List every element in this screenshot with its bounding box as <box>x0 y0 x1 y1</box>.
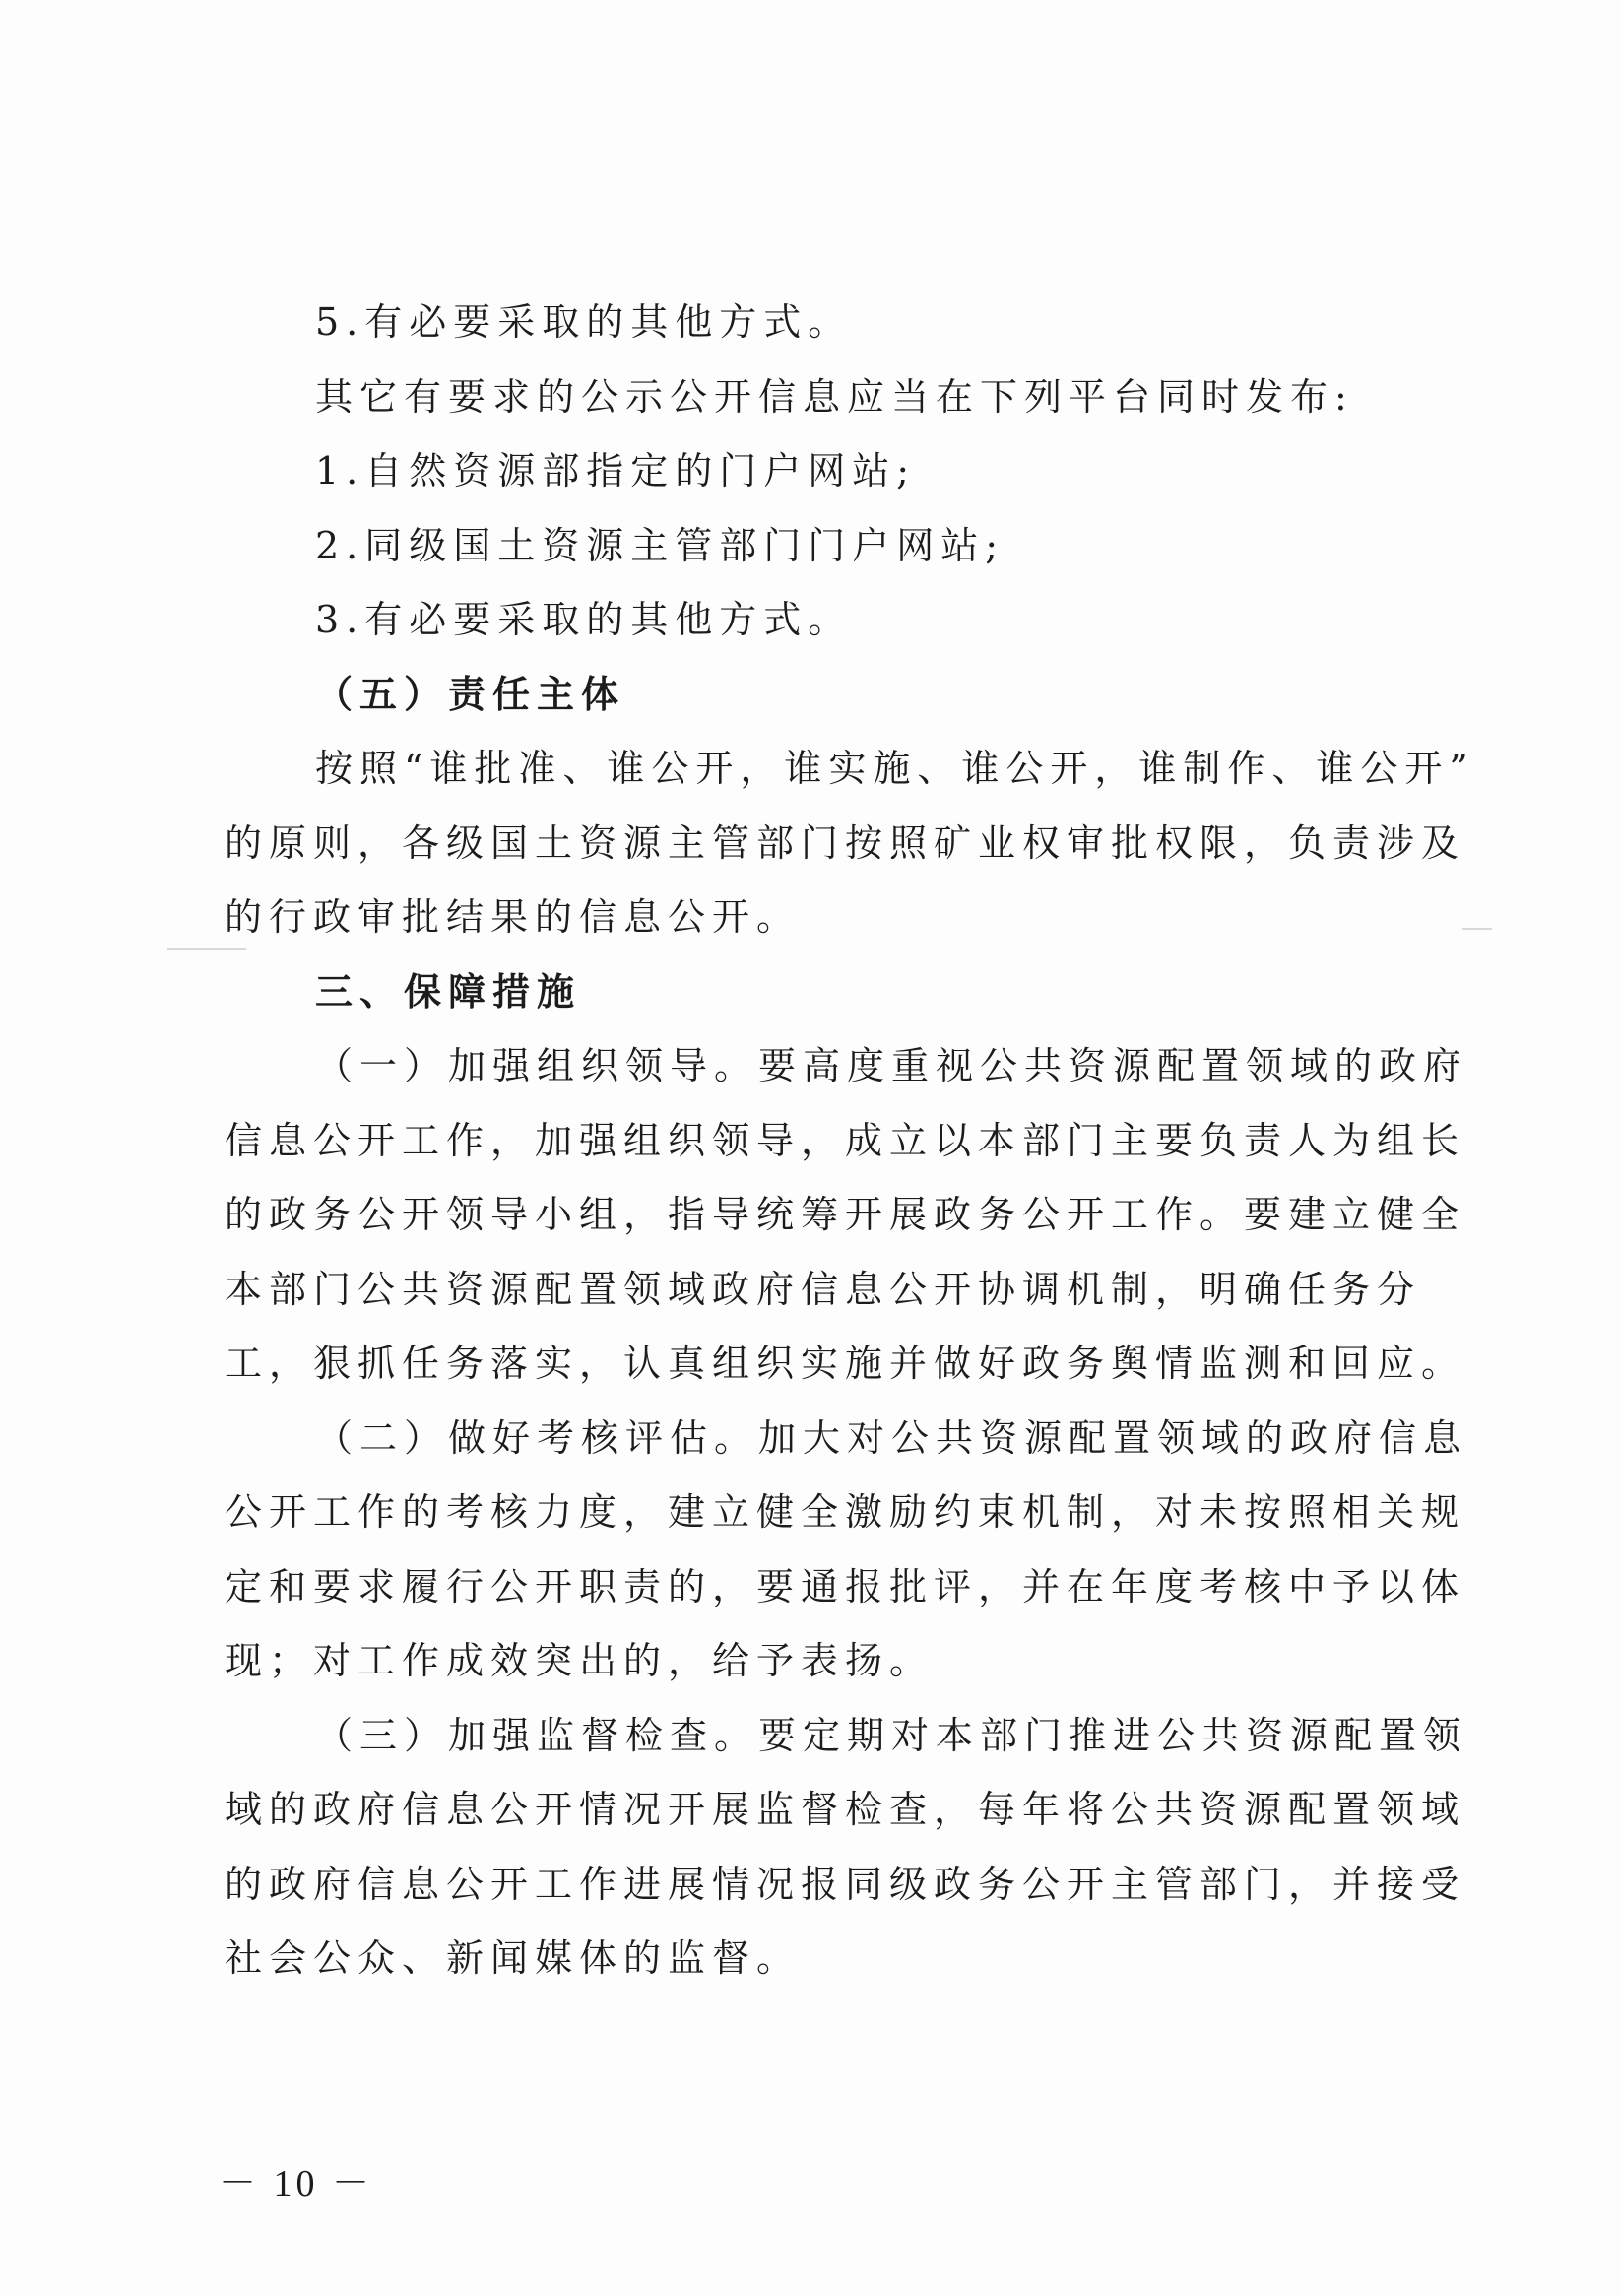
section-heading: 三、保障措施 <box>315 969 582 1014</box>
text-line: 公开工作的考核力度，建立健全激励约束机制，对未按照相关规 <box>225 1490 1466 1534</box>
text-line: 5.有必要采取的其他方式。 <box>315 300 853 344</box>
text-line: 按照“谁批准、谁公开，谁实施、谁公开，谁制作、谁公开” <box>315 747 1475 790</box>
text-line: 信息公开工作，加强组织领导，成立以本部门主要负责人为组长 <box>225 1118 1466 1162</box>
section-heading: （五）责任主体 <box>315 672 626 716</box>
text-line: （一）加强组织领导。要高度重视公共资源配置领域的政府 <box>315 1044 1468 1087</box>
text-line: 本部门公共资源配置领域政府信息公开协调机制，明确任务分 <box>225 1267 1422 1311</box>
text-line: 社会公众、新闻媒体的监督。 <box>225 1936 802 1980</box>
text-line: 的政府信息公开工作进展情况报同级政务公开主管部门，并接受 <box>225 1862 1466 1906</box>
text-line: 域的政府信息公开情况开展监督检查，每年将公共资源配置领域 <box>225 1788 1466 1831</box>
text-line: 1.自然资源部指定的门户网站; <box>315 449 917 492</box>
text-line: 工，狠抓任务落实，认真组织实施并做好政务舆情监测和回应。 <box>225 1342 1466 1385</box>
scan-mark <box>1462 928 1492 930</box>
text-line: 的政务公开领导小组，指导统筹开展政务公开工作。要建立健全 <box>225 1193 1466 1236</box>
text-line: 其它有要求的公示公开信息应当在下列平台同时发布: <box>315 374 1354 419</box>
text-line: 3.有必要采取的其他方式。 <box>315 598 853 641</box>
page-number: － 10 － <box>219 2163 374 2204</box>
text-line: 2.同级国土资源主管部门门户网站; <box>315 523 1005 567</box>
text-line: 的行政审批结果的信息公开。 <box>225 895 802 939</box>
text-line: 现；对工作成效突出的，给予表扬。 <box>225 1639 935 1682</box>
text-line: 定和要求履行公开职责的，要通报批评，并在年度考核中予以体 <box>225 1564 1466 1608</box>
text-line: （二）做好考核评估。加大对公共资源配置领域的政府信息 <box>315 1415 1468 1460</box>
text-line: （三）加强监督检查。要定期对本部门推进公共资源配置领 <box>315 1713 1468 1757</box>
body-text <box>225 286 1475 1997</box>
text-line: 的原则，各级国土资源主管部门按照矿业权审批权限，负责涉及 <box>225 820 1466 865</box>
